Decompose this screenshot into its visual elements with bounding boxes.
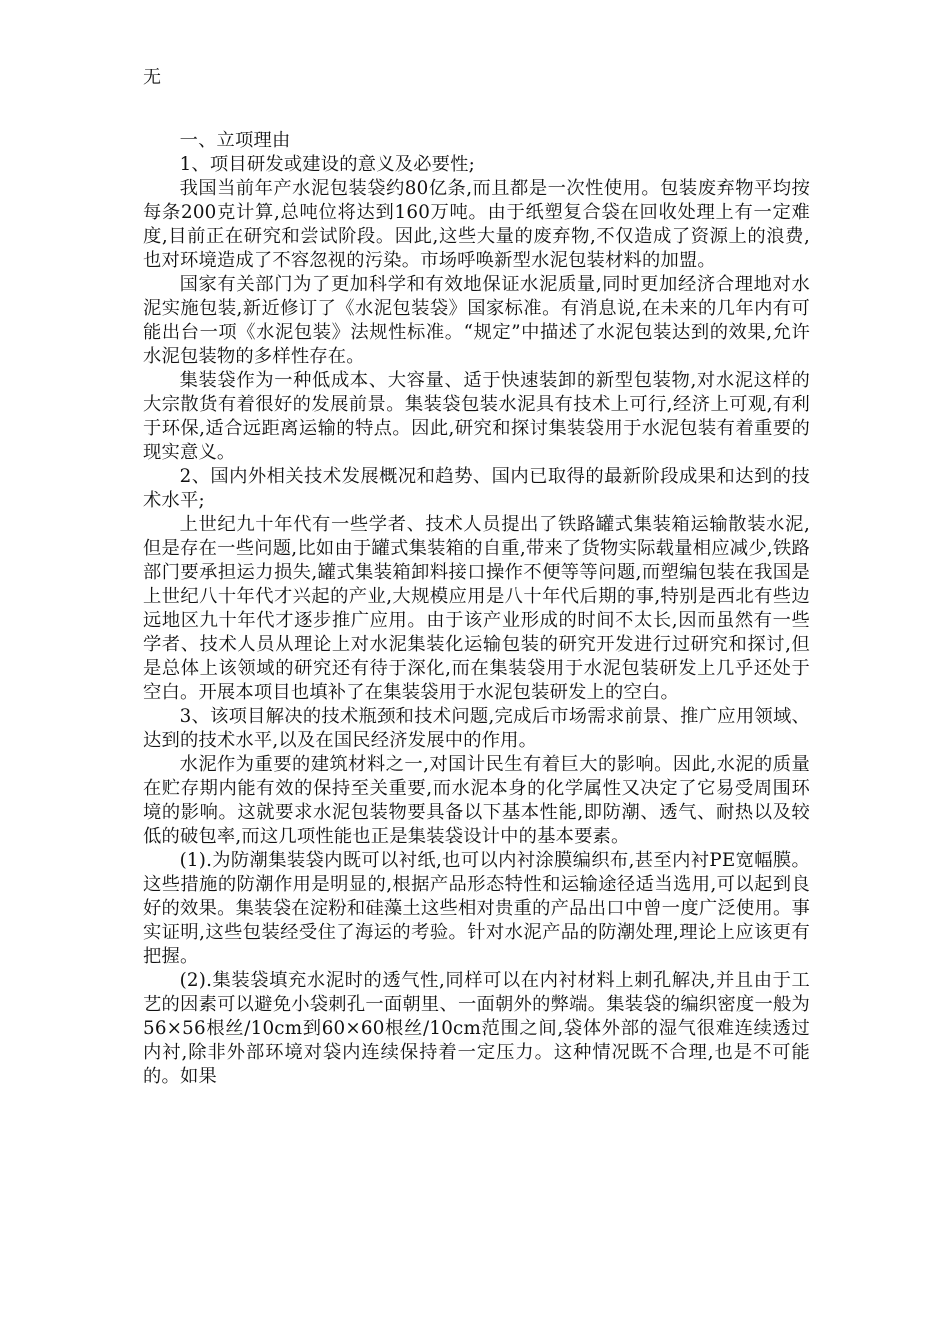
subsection-heading-3: 3、该项目解决的技术瓶颈和技术问题,完成后市场需求前景、推广应用领域、达到的技术水平,以及在国民经济发展中的作用。 (143, 706, 810, 751)
paragraph: 集装袋作为一种低成本、大容量、适于快速装卸的新型包装物,对水泥这样的大宗散货有着很好的发展前景。集装袋包装水泥具有技术上可行,经济上可观,有利于环保,适合远距离运输的特点。因此,研究和探讨集装袋用于水泥包装有着重要的现实意义。 (143, 370, 810, 463)
subsection-heading-2: 2、国内外相关技术发展概况和趋势、国内已取得的最新阶段成果和达到的技术水平; (143, 466, 810, 511)
header-mark: 无 (143, 67, 161, 88)
paragraph: (2).集装袋填充水泥时的透气性,同样可以在内衬材料上刺孔解决,并且由于工艺的因素可以避免小袋刺孔一面朝里、一面朝外的弊端。集装袋的编织密度一般为56×56根丝/10cm到60×60根丝/10cm范围之间,袋体外部的湿气很难连续透过内衬,除非外部环境对袋内连续保持着一定压力。这种情况既不合理,也是不可能的。如果 (143, 970, 810, 1087)
section-heading: 一、立项理由 (179, 130, 291, 151)
paragraph: 上世纪九十年代有一些学者、技术人员提出了铁路罐式集装箱运输散装水泥,但是存在一些问题,比如由于罐式集装箱的自重,带来了货物实际载量相应减少,铁路部门要承担运力损失,罐式集装箱卸料接口操作不便等等问题,而塑编包装在我国是上世纪八十年代才兴起的产业,大规模应用是八十年代后期的事,特别是西北有些边远地区九十年代才逐步推广应用。由于该产业形成的时间不太长,因而虽然有一些学者、技术人员从理论上对水泥集装化运输包装的研究开发进行过研究和探讨,但是总体上该领域的研究还有待于深化,而在集装袋用于水泥包装研发上几乎还处于空白。开展本项目也填补了在集装袋用于水泥包装研发上的空白。 (143, 514, 810, 703)
paragraph: 我国当前年产水泥包装袋约80亿条,而且都是一次性使用。包装废弃物平均按每条200克计算,总吨位将达到160万吨。由于纸塑复合袋在回收处理上有一定难度,目前正在研究和尝试阶段。因此,这些大量的废弃物,不仅造成了资源上的浪费,也对环境造成了不容忽视的污染。市场呼唤新型水泥包装材料的加盟。 (143, 178, 810, 271)
paragraph: 国家有关部门为了更加科学和有效地保证水泥质量,同时更加经济合理地对水泥实施包装,新近修订了《水泥包装袋》国家标准。有消息说,在未来的几年内有可能出台一项《水泥包装》法规性标准。“规定”中描述了水泥包装达到的效果,允许水泥包装物的多样性存在。 (143, 274, 810, 367)
paragraph: 水泥作为重要的建筑材料之一,对国计民生有着巨大的影响。因此,水泥的质量在贮存期内能有效的保持至关重要,而水泥本身的化学属性又决定了它易受周围环境的影响。这就要求水泥包装物要具备以下基本性能,即防潮、透气、耐热以及较低的破包率,而这几项性能也正是集装袋设计中的基本要素。 (143, 754, 810, 847)
paragraph: (1).为防潮集装袋内既可以衬纸,也可以内衬涂膜编织布,甚至内衬PE宽幅膜。这些措施的防潮作用是明显的,根据产品形态特性和运输途径适当选用,可以起到良好的效果。集装袋在淀粉和硅藻土这些相对贵重的产品出口中曾一度广泛使用。事实证明,这些包装经受住了海运的考验。针对水泥产品的防潮处理,理论上应该更有把握。 (143, 850, 810, 967)
subsection-heading-1: 1、项目研发或建设的意义及必要性; (179, 154, 476, 175)
document-body (143, 129, 810, 1089)
